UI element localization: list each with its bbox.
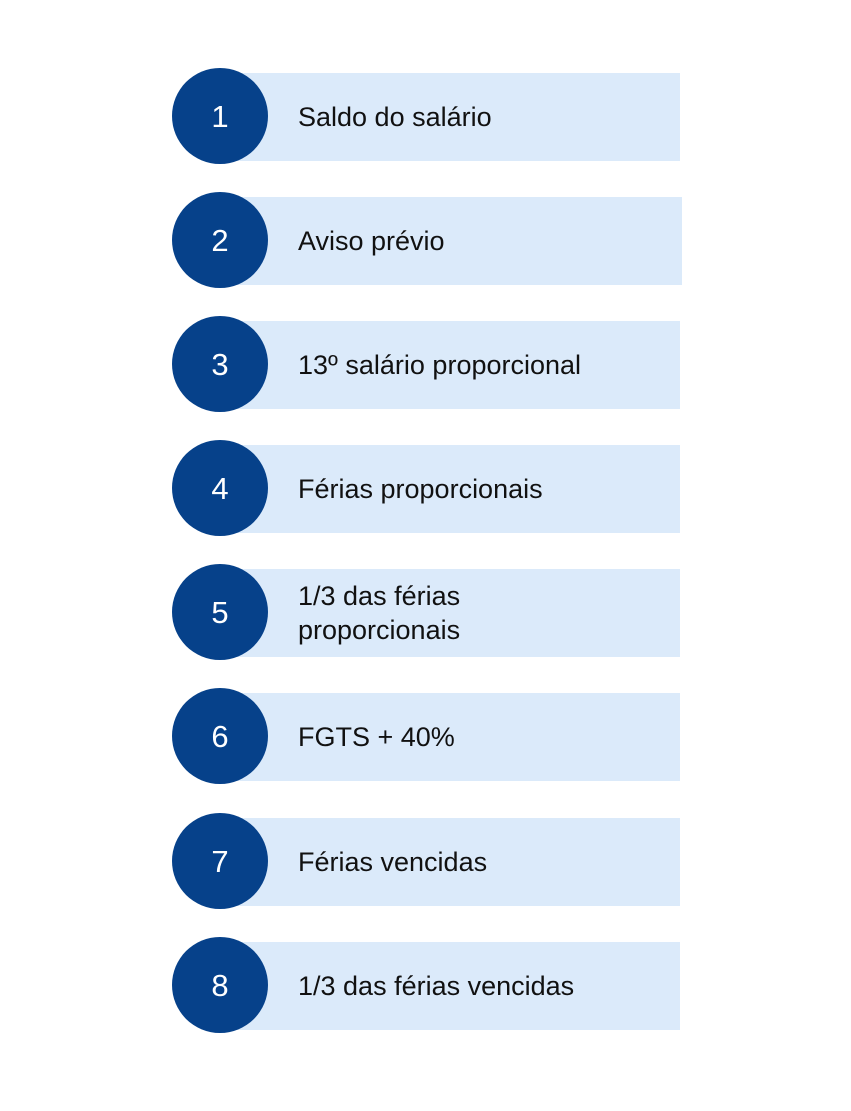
item-label: 1/3 das férias vencidas — [298, 971, 575, 1001]
number-badge: 3 — [172, 316, 268, 412]
number-badge: 6 — [172, 688, 268, 784]
list-item-5 — [172, 564, 680, 662]
list-item-7 — [172, 813, 680, 911]
item-label: Saldo do salário — [298, 102, 492, 132]
number-badge: 5 — [172, 564, 268, 660]
item-label: FGTS + 40% — [298, 722, 455, 752]
number-badge: 1 — [172, 68, 268, 164]
item-label: Férias vencidas — [298, 847, 488, 877]
item-label: 13º salário proporcional — [298, 350, 582, 380]
list-item-2 — [172, 192, 680, 290]
number-badge: 7 — [172, 813, 268, 909]
list-item-6 — [172, 688, 680, 786]
number-badge: 4 — [172, 440, 268, 536]
list-item-1 — [172, 68, 680, 166]
list-item-3 — [172, 316, 680, 414]
number-badge: 2 — [172, 192, 268, 288]
list-item-8 — [172, 937, 680, 1035]
item-label: Férias proporcionais — [298, 474, 543, 504]
item-label: Aviso prévio — [298, 226, 445, 256]
list-item-4 — [172, 440, 680, 538]
number-badge: 8 — [172, 937, 268, 1033]
item-label: 1/3 das férias proporcionais — [298, 581, 461, 645]
